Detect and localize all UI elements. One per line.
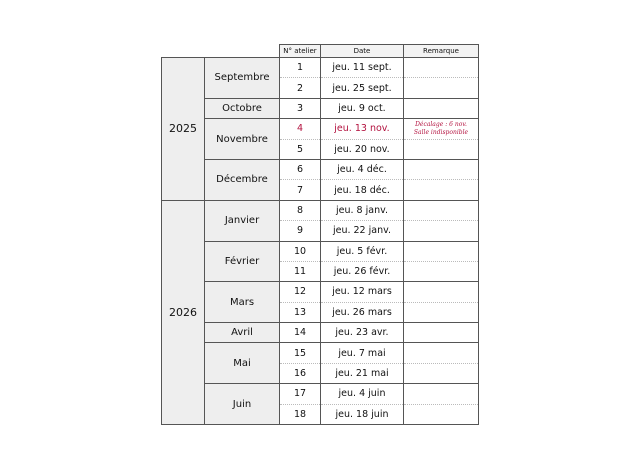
table-row [162,119,479,139]
session-remark-cell [404,261,479,281]
month-cell: Juin [205,384,280,425]
session-number-cell: 1 [280,58,321,78]
session-date-cell: jeu. 12 mars [321,282,404,302]
session-number-cell: 12 [280,282,321,302]
session-date-cell: jeu. 18 déc. [321,180,404,200]
session-remark-cell [404,241,479,261]
session-number-cell: 6 [280,159,321,179]
session-remark-cell [404,159,479,179]
session-remark-cell [404,302,479,322]
table-row [162,200,479,220]
month-cell: Décembre [205,159,280,200]
month-cell: Mai [205,343,280,384]
year-cell: 2025 [162,58,205,201]
session-number-cell: 16 [280,363,321,383]
header-remark: Remarque [404,45,479,58]
session-date-cell: jeu. 13 nov. [321,119,404,139]
schedule-body [162,58,479,425]
session-remark-cell [404,58,479,78]
session-number-cell: 10 [280,241,321,261]
session-number-cell: 13 [280,302,321,322]
session-date-cell: jeu. 25 sept. [321,78,404,98]
year-cell: 2026 [162,200,205,424]
session-remark-cell [404,98,479,118]
session-date-cell: jeu. 18 juin [321,404,404,424]
header-date: Date [321,45,404,58]
session-date-cell: jeu. 5 févr. [321,241,404,261]
session-number-cell: 11 [280,261,321,281]
session-remark-cell [404,139,479,159]
session-number-cell: 2 [280,78,321,98]
table-row [162,58,479,78]
session-remark-cell [404,221,479,241]
session-number-cell: 4 [280,119,321,139]
month-cell: Avril [205,323,280,343]
session-date-cell: jeu. 20 nov. [321,139,404,159]
session-remark-cell: Décalage : 6 nov. Salle indisponible [404,119,479,139]
session-number-cell: 9 [280,221,321,241]
session-remark-cell [404,363,479,383]
session-number-cell: 7 [280,180,321,200]
month-cell: Février [205,241,280,282]
session-number-cell: 15 [280,343,321,363]
session-remark-cell [404,282,479,302]
session-number-cell: 17 [280,384,321,404]
session-number-cell: 5 [280,139,321,159]
session-date-cell: jeu. 7 mai [321,343,404,363]
session-number-cell: 8 [280,200,321,220]
session-number-cell: 14 [280,323,321,343]
session-number-cell: 3 [280,98,321,118]
table-row [162,323,479,343]
session-remark-cell [404,78,479,98]
session-date-cell: jeu. 4 déc. [321,159,404,179]
header-blank-month [205,45,280,58]
month-cell: Octobre [205,98,280,118]
table-row [162,241,479,261]
month-cell: Janvier [205,200,280,241]
session-date-cell: jeu. 22 janv. [321,221,404,241]
header-row [162,45,479,58]
session-date-cell: jeu. 9 oct. [321,98,404,118]
session-remark-cell [404,180,479,200]
session-date-cell: jeu. 4 juin [321,384,404,404]
session-remark-cell [404,343,479,363]
table-row [162,159,479,179]
table-row [162,384,479,404]
session-remark-cell [404,200,479,220]
table-row [162,343,479,363]
session-date-cell: jeu. 26 févr. [321,261,404,281]
session-remark-cell [404,384,479,404]
month-cell: Novembre [205,119,280,160]
session-number-cell: 18 [280,404,321,424]
session-date-cell: jeu. 8 janv. [321,200,404,220]
session-remark-cell [404,323,479,343]
table-row [162,282,479,302]
session-date-cell: jeu. 11 sept. [321,58,404,78]
month-cell: Septembre [205,58,280,99]
schedule-table [161,44,479,425]
header-blank-year [162,45,205,58]
session-date-cell: jeu. 21 mai [321,363,404,383]
header-num: N° atelier [280,45,321,58]
session-remark-cell [404,404,479,424]
session-date-cell: jeu. 23 avr. [321,323,404,343]
table-row [162,98,479,118]
session-date-cell: jeu. 26 mars [321,302,404,322]
month-cell: Mars [205,282,280,323]
